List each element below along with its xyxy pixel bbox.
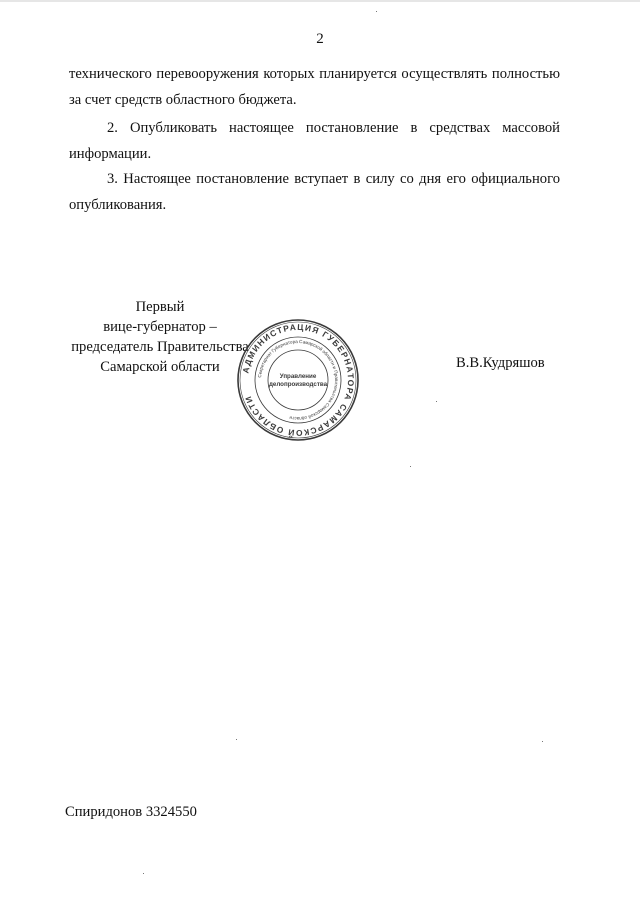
scan-speck	[436, 401, 437, 402]
official-seal-stamp	[236, 318, 360, 442]
paragraph-item-3: 3. Настоящее постановление вступает в силу со дня его официального опубликования.	[69, 171, 560, 213]
scan-speck	[143, 873, 144, 874]
paragraph-item-2: 2. Опубликовать настоящее постановление в средствах массовой информации.	[69, 120, 560, 162]
signatory-title	[60, 297, 260, 377]
executor-contact: Спиридонов 3324550	[65, 804, 197, 820]
signatory-title-line: председатель Правительства	[71, 339, 249, 355]
seal-center-line-1: Управление	[279, 373, 317, 380]
signatory-title-line: Самарской области	[100, 359, 220, 375]
signatory-name: В.В.Кудряшов	[456, 355, 545, 371]
scan-speck	[542, 741, 543, 742]
signatory-title-line: вице-губернатор –	[103, 319, 217, 335]
scan-speck	[410, 466, 411, 467]
scan-speck	[236, 739, 237, 740]
seal-outer-text: АДМИНИСТРАЦИЯ ГУБЕРНАТОРА САМАРСКОЙ ОБЛАСТИ	[240, 321, 357, 439]
seal-inner-text: Секретариат Губернатора Самарской области и Правительства Самарской области	[257, 338, 340, 422]
page-number: 2	[316, 31, 324, 47]
paragraph-continuation: технического перевооружения которых планируется осуществлять полностью за счет средств областного бюджета.	[69, 66, 560, 108]
scan-speck	[376, 11, 377, 12]
seal-center-line-2: делопроизводства	[268, 381, 328, 388]
signatory-title-line: Первый	[135, 299, 185, 315]
scan-top-edge	[0, 0, 640, 2]
